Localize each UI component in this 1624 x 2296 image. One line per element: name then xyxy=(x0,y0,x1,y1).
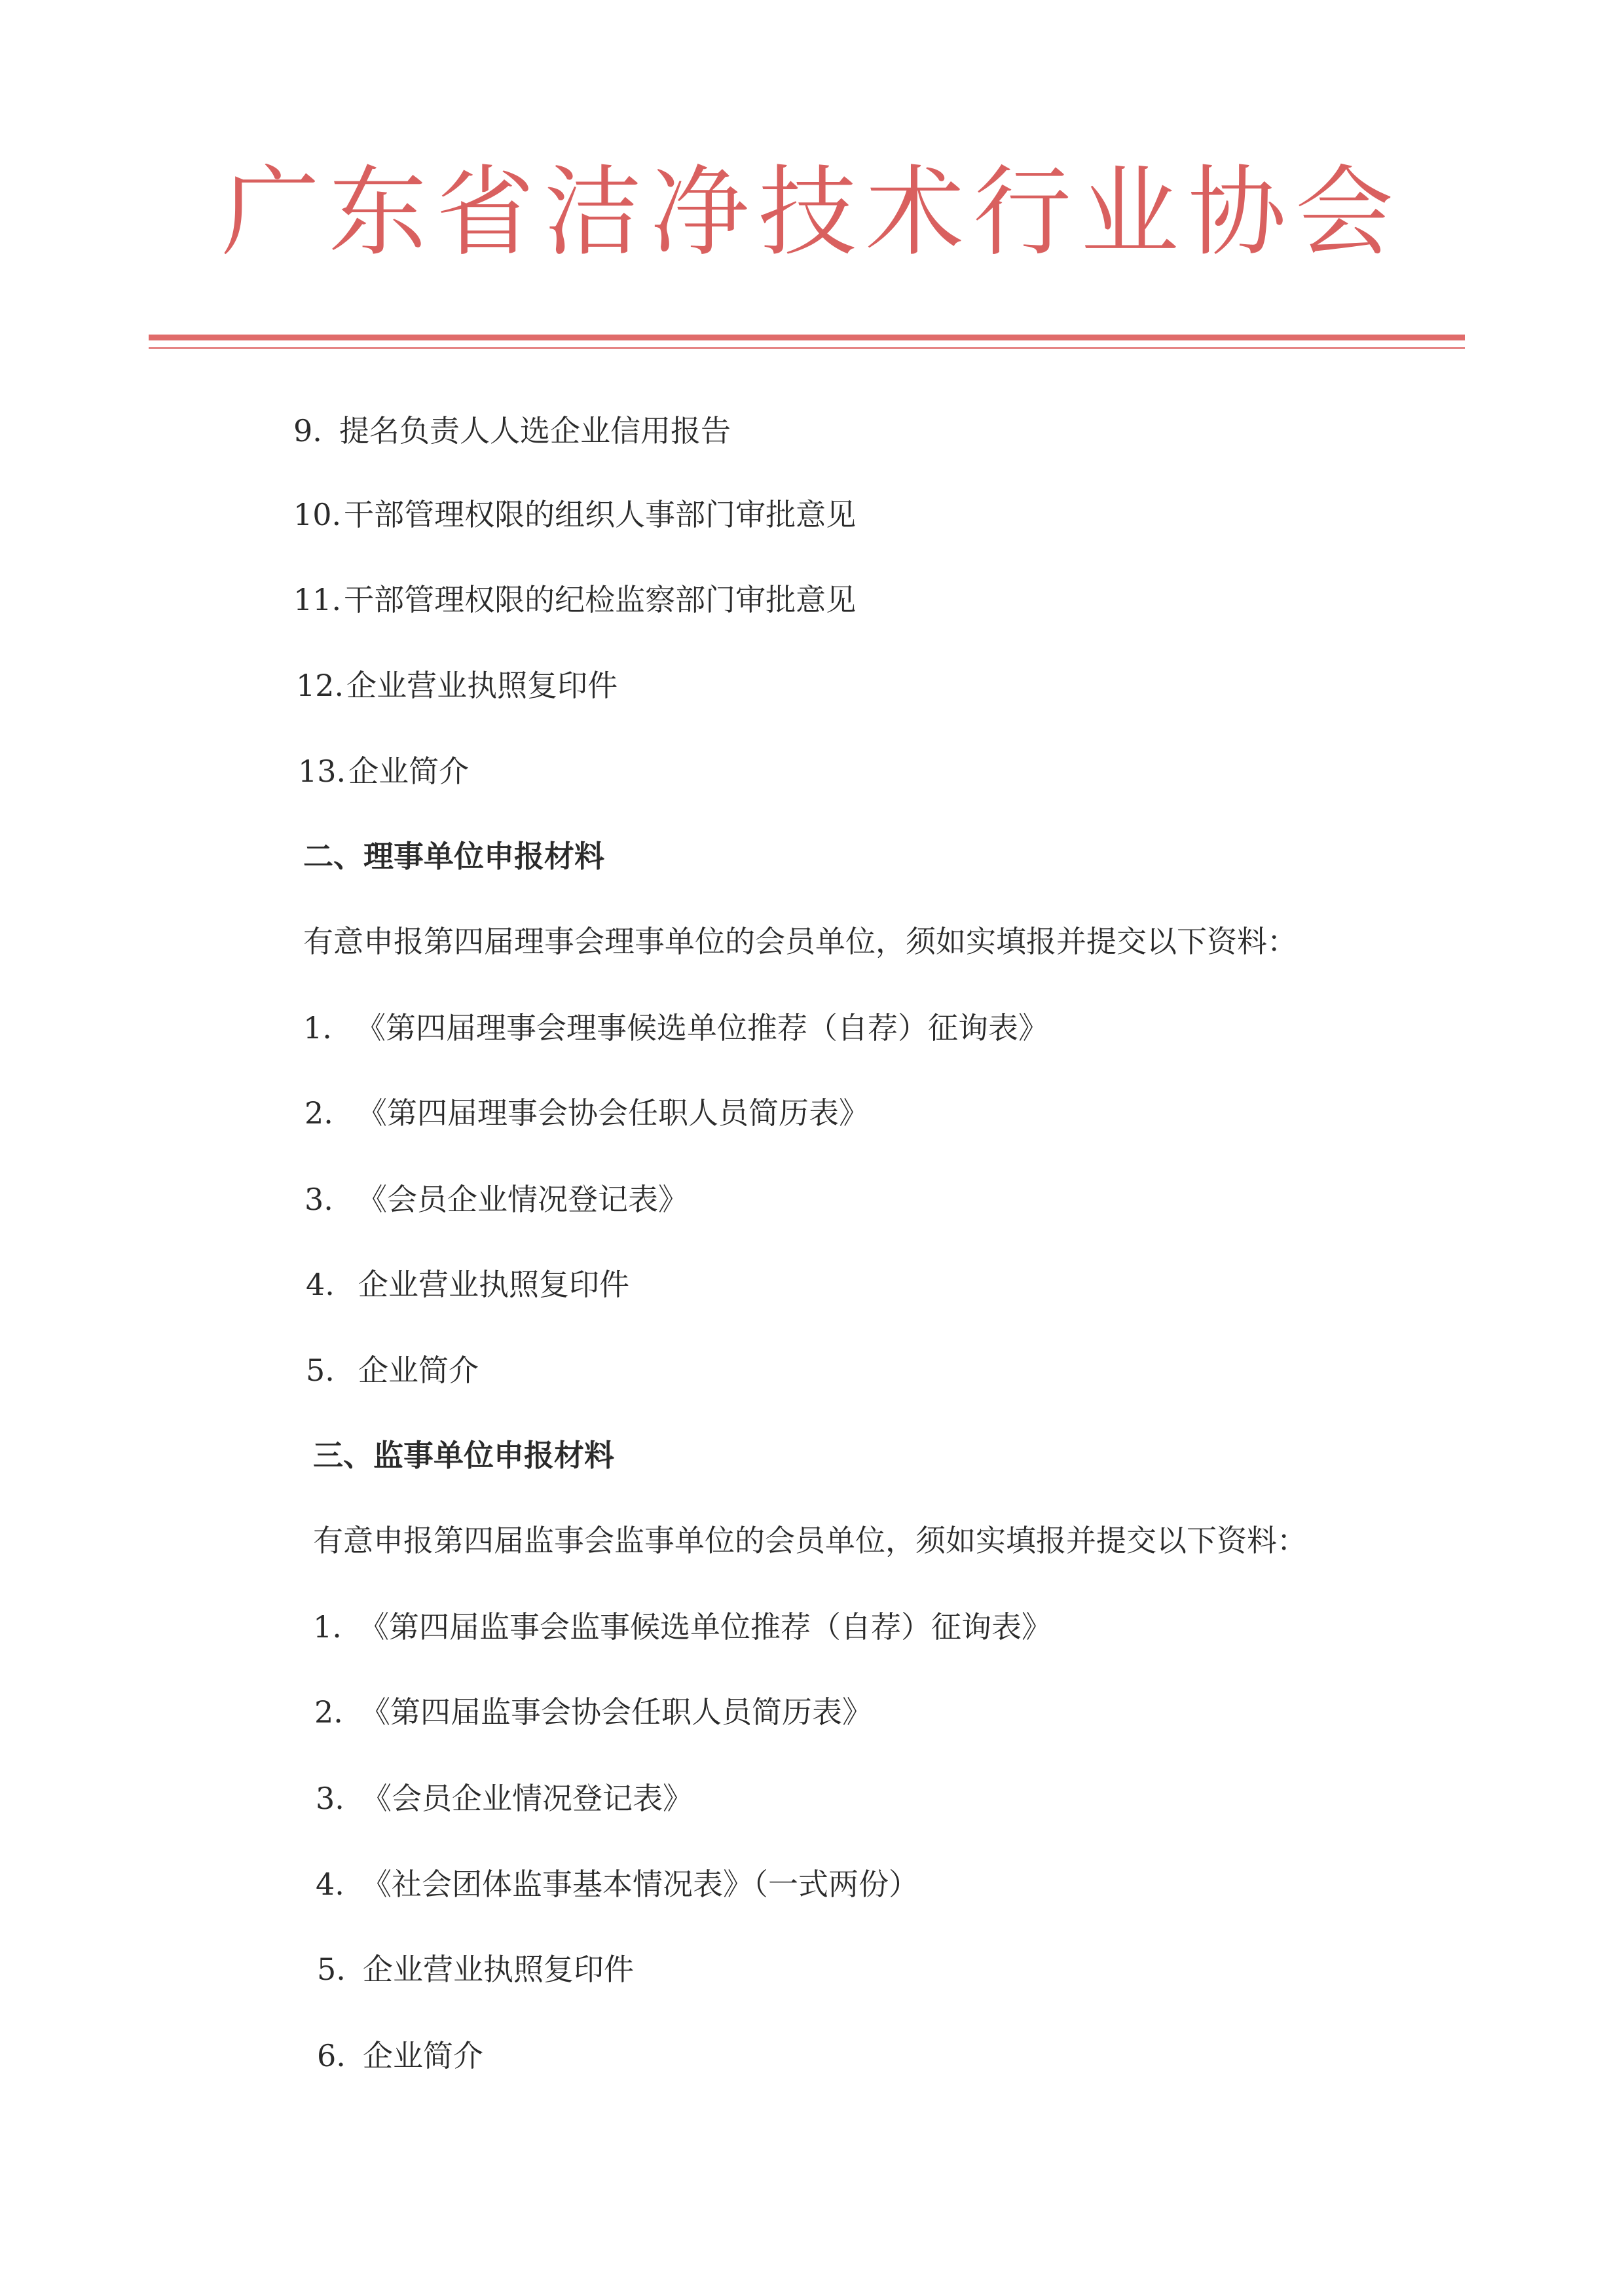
list-item xyxy=(313,1609,1052,1645)
item-number: 1. xyxy=(313,1609,342,1645)
section-intro: 有意申报第四届监事会监事单位的会员单位，须如实填报并提交以下资料： xyxy=(313,1523,1307,1558)
item-text: 《第四届监事会监事候选单位推荐（自荐）征询表》 xyxy=(359,1609,1052,1645)
item-number: 4. xyxy=(306,1267,335,1302)
item-number: 2. xyxy=(314,1694,343,1730)
item-text: 企业简介 xyxy=(363,2038,483,2073)
item-text: 《第四届理事会协会任职人员简历表》 xyxy=(357,1095,869,1131)
item-number: 4. xyxy=(316,1867,344,1902)
item-number: 3. xyxy=(316,1781,344,1816)
item-number: 9. xyxy=(293,413,322,448)
letterhead-title: 广东省洁净技术行业协会 xyxy=(221,156,1403,270)
item-text: 《社会团体监事基本情况表》（一式两份） xyxy=(361,1867,919,1902)
list-item xyxy=(314,1694,872,1730)
item-text: 《第四届理事会理事候选单位推荐（自荐）征询表》 xyxy=(356,1010,1048,1046)
item-text: 企业营业执照复印件 xyxy=(363,1952,634,1987)
item-text: 《会员企业情况登记表》 xyxy=(357,1182,688,1217)
item-text: 干部管理权限的组织人事部门审批意见 xyxy=(344,497,857,532)
section-heading: 三、监事单位申报材料 xyxy=(313,1438,614,1473)
section-intro: 有意申报第四届理事会理事单位的会员单位，须如实填报并提交以下资料： xyxy=(303,924,1297,959)
item-number: 6. xyxy=(317,2038,346,2073)
list-item xyxy=(296,670,618,701)
list-item xyxy=(298,754,470,789)
item-number: 12. xyxy=(296,668,344,703)
letterhead-rule-thin xyxy=(149,347,1465,349)
section-heading: 二、理事单位申报材料 xyxy=(303,839,604,874)
item-number: 10. xyxy=(293,497,342,532)
item-number: 1. xyxy=(303,1010,332,1046)
list-item xyxy=(293,497,857,532)
list-item xyxy=(317,1952,634,1987)
item-text: 企业营业执照复印件 xyxy=(346,668,618,703)
item-text: 《第四届监事会协会任职人员简历表》 xyxy=(360,1694,872,1730)
item-text: 企业简介 xyxy=(358,1353,479,1388)
list-item xyxy=(303,1010,1048,1046)
list-item xyxy=(316,1867,919,1902)
list-item xyxy=(306,1269,629,1300)
item-text: 《会员企业情况登记表》 xyxy=(361,1781,693,1816)
item-number: 11. xyxy=(293,582,342,617)
item-number: 3. xyxy=(304,1182,333,1217)
item-text: 干部管理权限的纪检监察部门审批意见 xyxy=(344,582,857,617)
item-text: 提名负责人人选企业信用报告 xyxy=(339,413,731,448)
item-number: 13. xyxy=(298,754,346,789)
item-text: 企业简介 xyxy=(348,754,470,789)
item-number: 5. xyxy=(317,1952,346,1987)
list-item xyxy=(293,413,731,448)
item-number: 5. xyxy=(306,1353,335,1388)
letterhead-rule-thick xyxy=(149,335,1465,340)
list-item xyxy=(304,1182,688,1217)
item-text: 企业营业执照复印件 xyxy=(358,1267,629,1302)
list-item xyxy=(306,1353,479,1388)
list-item xyxy=(304,1095,869,1131)
list-item xyxy=(293,582,857,617)
list-item xyxy=(316,1781,693,1816)
item-number: 2. xyxy=(304,1095,333,1131)
list-item xyxy=(317,2038,483,2073)
